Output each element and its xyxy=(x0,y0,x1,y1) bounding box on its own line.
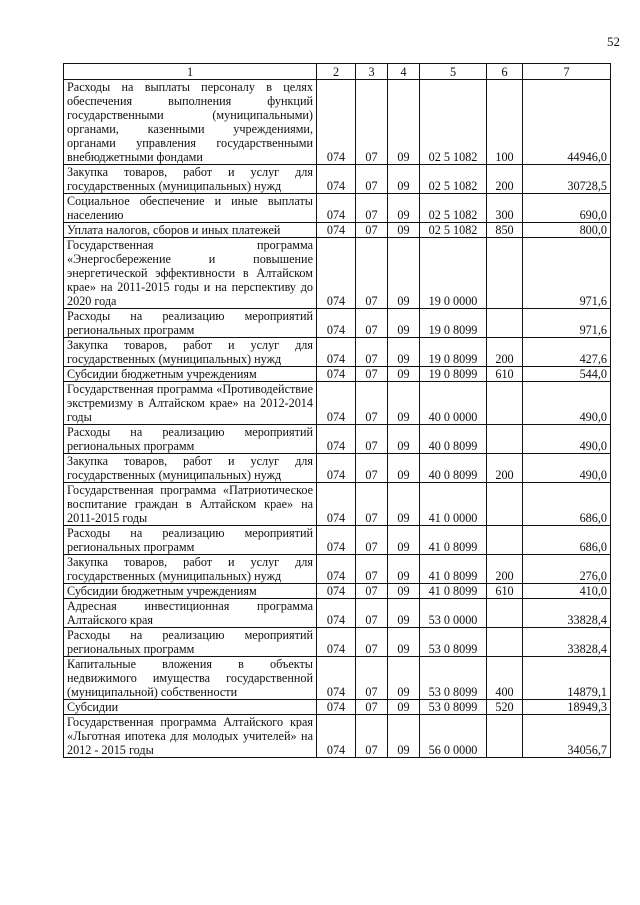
row-amount: 14879,1 xyxy=(523,657,611,700)
table-row xyxy=(64,238,611,309)
row-amount: 427,6 xyxy=(523,338,611,367)
row-name: Государственная программа «Энергосбережение и повышение энергетической эффективности в Алтайском крае» на 2011-2015 годы и на перспективу до 2020 года xyxy=(64,238,317,309)
row-name: Закупка товаров, работ и услуг для государственных (муниципальных) нужд xyxy=(64,454,317,483)
row-name: Государственная программа Алтайского края «Льготная ипотека для молодых учителей» на 2012 - 2015 годы xyxy=(64,715,317,758)
table-row xyxy=(64,382,611,425)
row-code-target: 40 0 8099 xyxy=(420,454,487,483)
row-code-admin: 074 xyxy=(317,367,356,382)
row-amount: 686,0 xyxy=(523,483,611,526)
row-code-target: 40 0 0000 xyxy=(420,382,487,425)
table-row xyxy=(64,715,611,758)
row-amount: 544,0 xyxy=(523,367,611,382)
row-code-target: 53 0 8099 xyxy=(420,628,487,657)
row-name: Капитальные вложения в объекты недвижимого имущества государственной (муниципальной) собственности xyxy=(64,657,317,700)
row-code-section: 07 xyxy=(356,700,388,715)
row-code-expense-type: 610 xyxy=(487,367,523,382)
row-code-admin: 074 xyxy=(317,628,356,657)
row-code-section: 07 xyxy=(356,238,388,309)
row-code-expense-type xyxy=(487,599,523,628)
table-row xyxy=(64,367,611,382)
row-name: Расходы на реализацию мероприятий региональных программ xyxy=(64,628,317,657)
row-code-admin: 074 xyxy=(317,80,356,165)
row-code-admin: 074 xyxy=(317,309,356,338)
row-code-target: 19 0 8099 xyxy=(420,338,487,367)
row-code-subsection: 09 xyxy=(388,309,420,338)
row-code-target: 02 5 1082 xyxy=(420,223,487,238)
row-code-section: 07 xyxy=(356,555,388,584)
row-code-admin: 074 xyxy=(317,223,356,238)
row-code-expense-type: 400 xyxy=(487,657,523,700)
row-code-expense-type: 850 xyxy=(487,223,523,238)
row-code-target: 40 0 8099 xyxy=(420,425,487,454)
row-amount: 18949,3 xyxy=(523,700,611,715)
row-amount: 686,0 xyxy=(523,526,611,555)
row-code-section: 07 xyxy=(356,382,388,425)
table-row xyxy=(64,483,611,526)
row-code-expense-type: 200 xyxy=(487,338,523,367)
row-amount: 971,6 xyxy=(523,309,611,338)
column-header: 2 xyxy=(317,64,356,80)
row-amount: 800,0 xyxy=(523,223,611,238)
row-code-admin: 074 xyxy=(317,555,356,584)
row-name: Государственная программа «Противодействие экстремизму в Алтайском крае» на 2012-2014 годы xyxy=(64,382,317,425)
row-code-admin: 074 xyxy=(317,700,356,715)
row-amount: 690,0 xyxy=(523,194,611,223)
row-code-section: 07 xyxy=(356,425,388,454)
row-code-admin: 074 xyxy=(317,526,356,555)
row-amount: 30728,5 xyxy=(523,165,611,194)
row-code-expense-type xyxy=(487,715,523,758)
row-amount: 33828,4 xyxy=(523,628,611,657)
table-row xyxy=(64,657,611,700)
row-name: Расходы на выплаты персоналу в целях обеспечения выполнения функций государственными (муниципальными) органами, казенными учреждениями, органами управления государственными внебюджетными фондами xyxy=(64,80,317,165)
row-code-expense-type xyxy=(487,425,523,454)
row-name: Адресная инвестиционная программа Алтайского края xyxy=(64,599,317,628)
row-code-section: 07 xyxy=(356,338,388,367)
row-code-subsection: 09 xyxy=(388,338,420,367)
table-row xyxy=(64,80,611,165)
budget-table xyxy=(63,63,611,758)
row-code-section: 07 xyxy=(356,483,388,526)
row-code-admin: 074 xyxy=(317,425,356,454)
row-code-subsection: 09 xyxy=(388,80,420,165)
column-header: 5 xyxy=(420,64,487,80)
row-code-target: 19 0 8099 xyxy=(420,309,487,338)
row-amount: 490,0 xyxy=(523,382,611,425)
row-amount: 410,0 xyxy=(523,584,611,599)
row-code-target: 53 0 0000 xyxy=(420,599,487,628)
row-code-section: 07 xyxy=(356,526,388,555)
table-row xyxy=(64,599,611,628)
table-row xyxy=(64,584,611,599)
row-amount: 276,0 xyxy=(523,555,611,584)
row-name: Закупка товаров, работ и услуг для государственных (муниципальных) нужд xyxy=(64,165,317,194)
row-code-expense-type: 610 xyxy=(487,584,523,599)
row-code-section: 07 xyxy=(356,194,388,223)
row-code-admin: 074 xyxy=(317,483,356,526)
row-code-subsection: 09 xyxy=(388,599,420,628)
row-code-expense-type: 520 xyxy=(487,700,523,715)
row-name: Расходы на реализацию мероприятий региональных программ xyxy=(64,309,317,338)
row-code-section: 07 xyxy=(356,584,388,599)
row-code-subsection: 09 xyxy=(388,382,420,425)
row-name: Уплата налогов, сборов и иных платежей xyxy=(64,223,317,238)
table-row xyxy=(64,223,611,238)
row-code-expense-type xyxy=(487,238,523,309)
row-code-subsection: 09 xyxy=(388,238,420,309)
row-code-target: 41 0 0000 xyxy=(420,483,487,526)
row-amount: 44946,0 xyxy=(523,80,611,165)
row-name: Государственная программа «Патриотическое воспитание граждан в Алтайском крае» на 2011-2015 годы xyxy=(64,483,317,526)
row-code-admin: 074 xyxy=(317,584,356,599)
row-name: Закупка товаров, работ и услуг для государственных (муниципальных) нужд xyxy=(64,338,317,367)
row-amount: 33828,4 xyxy=(523,599,611,628)
row-code-admin: 074 xyxy=(317,165,356,194)
row-code-expense-type xyxy=(487,382,523,425)
row-name: Субсидии бюджетным учреждениям xyxy=(64,367,317,382)
row-code-admin: 074 xyxy=(317,454,356,483)
table-row xyxy=(64,454,611,483)
row-code-target: 53 0 8099 xyxy=(420,700,487,715)
row-code-section: 07 xyxy=(356,165,388,194)
row-code-admin: 074 xyxy=(317,194,356,223)
row-code-expense-type: 100 xyxy=(487,80,523,165)
row-code-expense-type xyxy=(487,526,523,555)
row-name: Субсидии xyxy=(64,700,317,715)
row-code-expense-type xyxy=(487,483,523,526)
row-code-target: 02 5 1082 xyxy=(420,80,487,165)
row-code-admin: 074 xyxy=(317,338,356,367)
row-code-section: 07 xyxy=(356,657,388,700)
row-code-admin: 074 xyxy=(317,657,356,700)
row-amount: 971,6 xyxy=(523,238,611,309)
row-code-subsection: 09 xyxy=(388,657,420,700)
column-header: 1 xyxy=(64,64,317,80)
row-code-expense-type xyxy=(487,628,523,657)
row-code-admin: 074 xyxy=(317,382,356,425)
table-header-row xyxy=(64,64,611,80)
row-code-target: 41 0 8099 xyxy=(420,555,487,584)
row-code-target: 53 0 8099 xyxy=(420,657,487,700)
row-code-subsection: 09 xyxy=(388,194,420,223)
row-name: Субсидии бюджетным учреждениям xyxy=(64,584,317,599)
row-code-target: 19 0 0000 xyxy=(420,238,487,309)
row-code-subsection: 09 xyxy=(388,628,420,657)
row-code-admin: 074 xyxy=(317,599,356,628)
row-code-subsection: 09 xyxy=(388,700,420,715)
row-code-section: 07 xyxy=(356,715,388,758)
row-code-expense-type: 200 xyxy=(487,165,523,194)
table-row xyxy=(64,628,611,657)
table-body xyxy=(64,80,611,758)
row-code-admin: 074 xyxy=(317,238,356,309)
row-code-subsection: 09 xyxy=(388,555,420,584)
row-name: Социальное обеспечение и иные выплаты населению xyxy=(64,194,317,223)
row-code-subsection: 09 xyxy=(388,483,420,526)
row-code-subsection: 09 xyxy=(388,367,420,382)
row-code-subsection: 09 xyxy=(388,715,420,758)
column-header: 6 xyxy=(487,64,523,80)
row-code-subsection: 09 xyxy=(388,165,420,194)
table-row xyxy=(64,338,611,367)
row-code-target: 19 0 8099 xyxy=(420,367,487,382)
row-name: Расходы на реализацию мероприятий региональных программ xyxy=(64,425,317,454)
row-code-section: 07 xyxy=(356,223,388,238)
row-code-section: 07 xyxy=(356,454,388,483)
column-header: 4 xyxy=(388,64,420,80)
column-header: 7 xyxy=(523,64,611,80)
table-row xyxy=(64,700,611,715)
row-code-subsection: 09 xyxy=(388,584,420,599)
column-header: 3 xyxy=(356,64,388,80)
row-code-admin: 074 xyxy=(317,715,356,758)
row-amount: 34056,7 xyxy=(523,715,611,758)
row-code-target: 41 0 8099 xyxy=(420,526,487,555)
row-name: Закупка товаров, работ и услуг для государственных (муниципальных) нужд xyxy=(64,555,317,584)
row-code-section: 07 xyxy=(356,367,388,382)
table-row xyxy=(64,165,611,194)
row-code-subsection: 09 xyxy=(388,454,420,483)
row-code-section: 07 xyxy=(356,628,388,657)
table-row xyxy=(64,425,611,454)
row-amount: 490,0 xyxy=(523,425,611,454)
row-code-expense-type xyxy=(487,309,523,338)
row-amount: 490,0 xyxy=(523,454,611,483)
row-code-subsection: 09 xyxy=(388,425,420,454)
row-code-expense-type: 200 xyxy=(487,454,523,483)
row-name: Расходы на реализацию мероприятий региональных программ xyxy=(64,526,317,555)
row-code-target: 56 0 0000 xyxy=(420,715,487,758)
table-row xyxy=(64,555,611,584)
row-code-subsection: 09 xyxy=(388,223,420,238)
row-code-target: 02 5 1082 xyxy=(420,194,487,223)
row-code-section: 07 xyxy=(356,599,388,628)
table-row xyxy=(64,194,611,223)
table-row xyxy=(64,309,611,338)
row-code-expense-type: 200 xyxy=(487,555,523,584)
page-number: 52 xyxy=(607,34,620,49)
row-code-subsection: 09 xyxy=(388,526,420,555)
row-code-section: 07 xyxy=(356,309,388,338)
row-code-expense-type: 300 xyxy=(487,194,523,223)
row-code-target: 41 0 8099 xyxy=(420,584,487,599)
row-code-target: 02 5 1082 xyxy=(420,165,487,194)
row-code-section: 07 xyxy=(356,80,388,165)
table-row xyxy=(64,526,611,555)
